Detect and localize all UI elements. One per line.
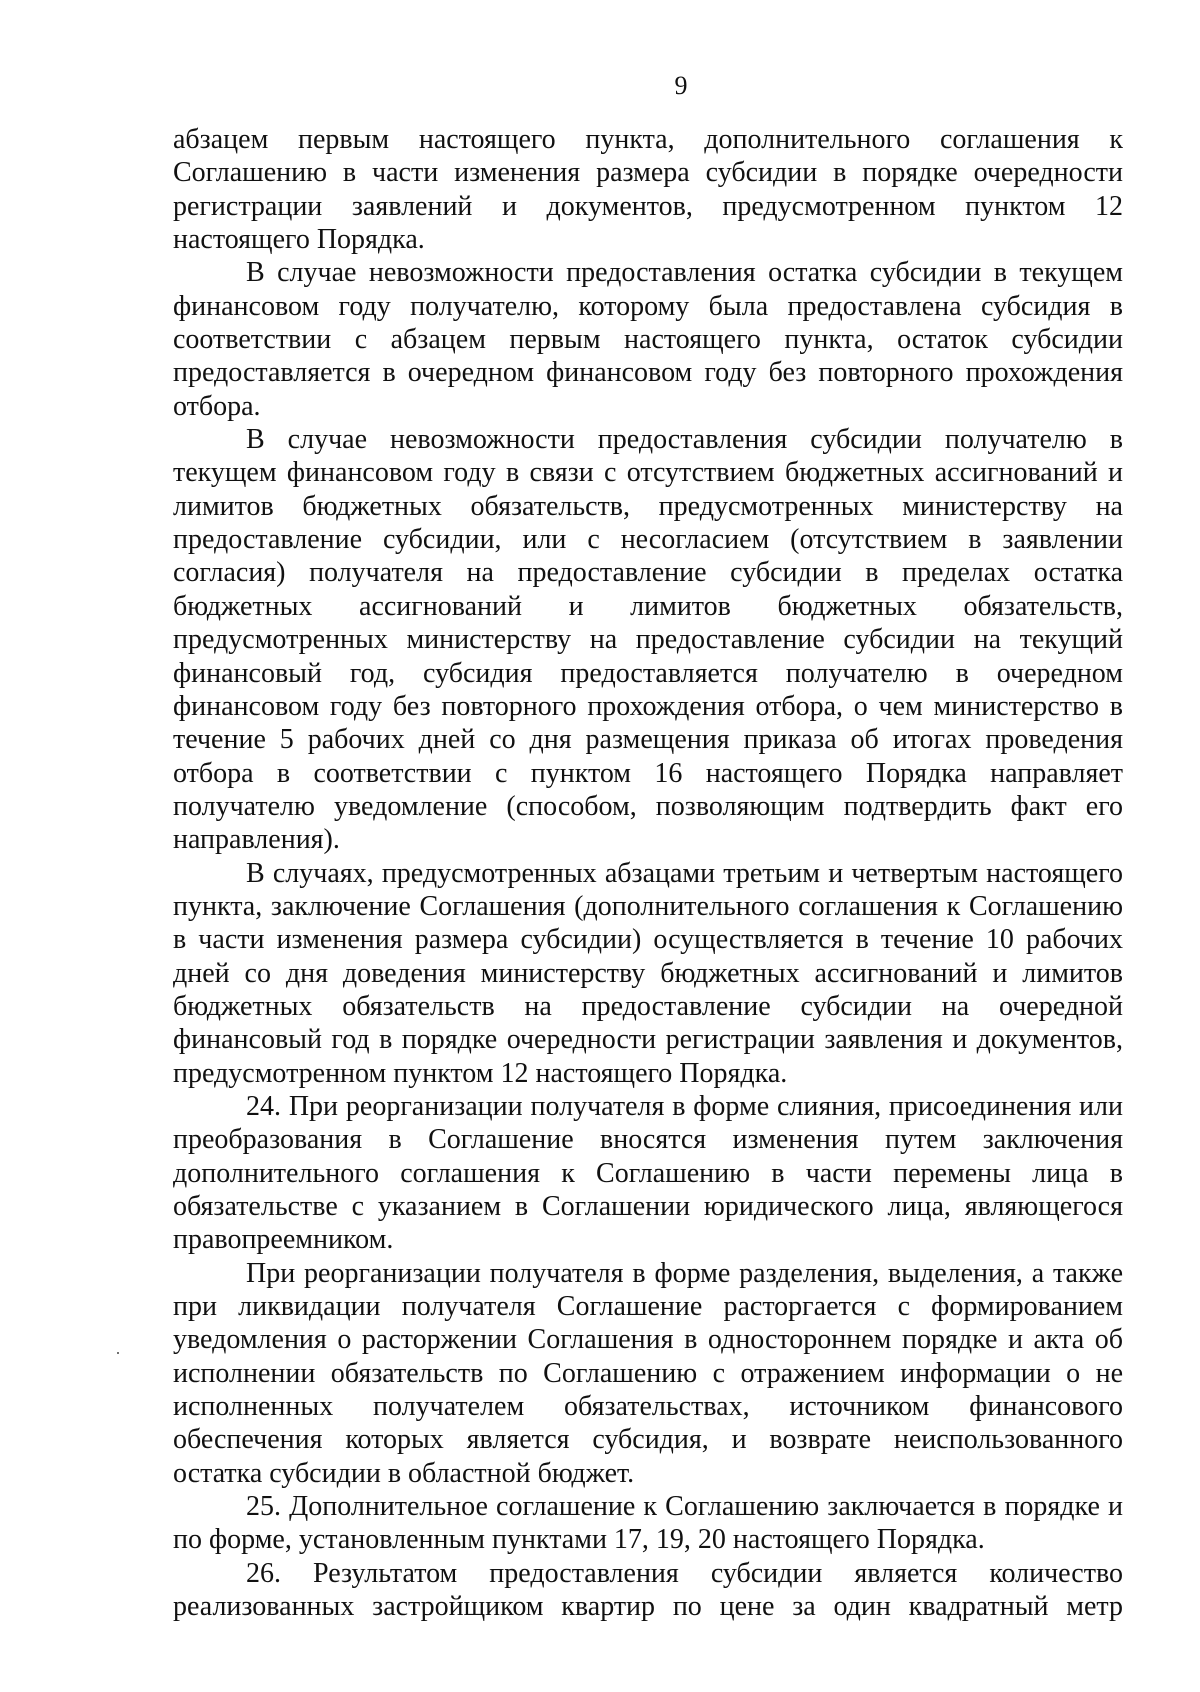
document-body (173, 123, 1123, 1623)
paragraph-continuation: абзацем первым настоящего пункта, дополнительного соглашения к Соглашению в части изменения размера субсидии в порядке очередности регистрации заявлений и документов, предусмотренном пунктом 12 настоящего Порядка. (173, 124, 1123, 256)
page-number: 9 (674, 71, 688, 100)
paragraph-item-26: 26. Результатом предоставления субсидии является количество реализованных застройщиком квартир по цене за один квадратный метр (173, 1557, 1123, 1623)
paragraph-item-25: 25. Дополнительное соглашение к Соглашению заключается в порядке и по форме, установленным пунктами 17, 19, 20 настоящего Порядка. (173, 1491, 1123, 1556)
paragraph-agreement-conclusion: В случаях, предусмотренных абзацами третьим и четвертым настоящего пункта, заключение Соглашения (дополнительного соглашения к Соглашению в части изменения размера субсидии) осуществляется в течение 10 рабочих дней со дня доведения министерству бюджетных ассигнований и лимитов бюджетных обязательств на предоставление субсидии на очередной финансовый год в порядке очередности регистрации заявления и документов, предусмотренном пунктом 12 настоящего Порядка. (173, 857, 1123, 1089)
paragraph-reorganization-termination: При реорганизации получателя в форме разделения, выделения, а также при ликвидации получателя Соглашение расторгается с формированием уведомления о расторжении Соглашения в одностороннем порядке и акта об исполнении обязательств по Соглашению с отражением информации о не исполненных получателем обязательствах, источником финансового обеспечения которых является субсидия, и возврате неиспользованного остатка субсидии в областной бюджет. (173, 1257, 1123, 1489)
paragraph-item-24: 24. При реорганизации получателя в форме слияния, присоединения или преобразования в Соглашение вносятся изменения путем заключения дополнительного соглашения к Соглашению в части перемены лица в обязательстве с указанием в Соглашении юридического лица, являющегося правопреемником. (173, 1090, 1123, 1256)
paragraph-remaining-subsidy: В случае невозможности предоставления остатка субсидии в текущем финансовом году получателю, которому была предоставлена субсидия в соответствии с абзацем первым настоящего пункта, остаток субсидии предоставляется в очередном финансовом году без повторного прохождения отбора. (173, 257, 1123, 422)
scan-speck (117, 1352, 119, 1354)
paragraph-no-budget-allocations: В случае невозможности предоставления субсидии получателю в текущем финансовом году в связи с отсутствием бюджетных ассигнований и лимитов бюджетных обязательств, предусмотренных министерству на предоставление субсидии, или с несогласием (отсутствием в заявлении согласия) получателя на предоставление субсидии в пределах остатка бюджетных ассигнований и лимитов бюджетных обязательств, предусмотренных министерству на предоставление субсидии на текущий финансовый год, субсидия предоставляется получателю в очередном финансовом году без повторного прохождения отбора, о чем министерство в течение 5 рабочих дней со дня размещения приказа об итогах проведения отбора в соответствии с пунктом 16 настоящего Порядка направляет получателю уведомление (способом, позволяющим подтвердить факт его направления). (173, 424, 1123, 856)
